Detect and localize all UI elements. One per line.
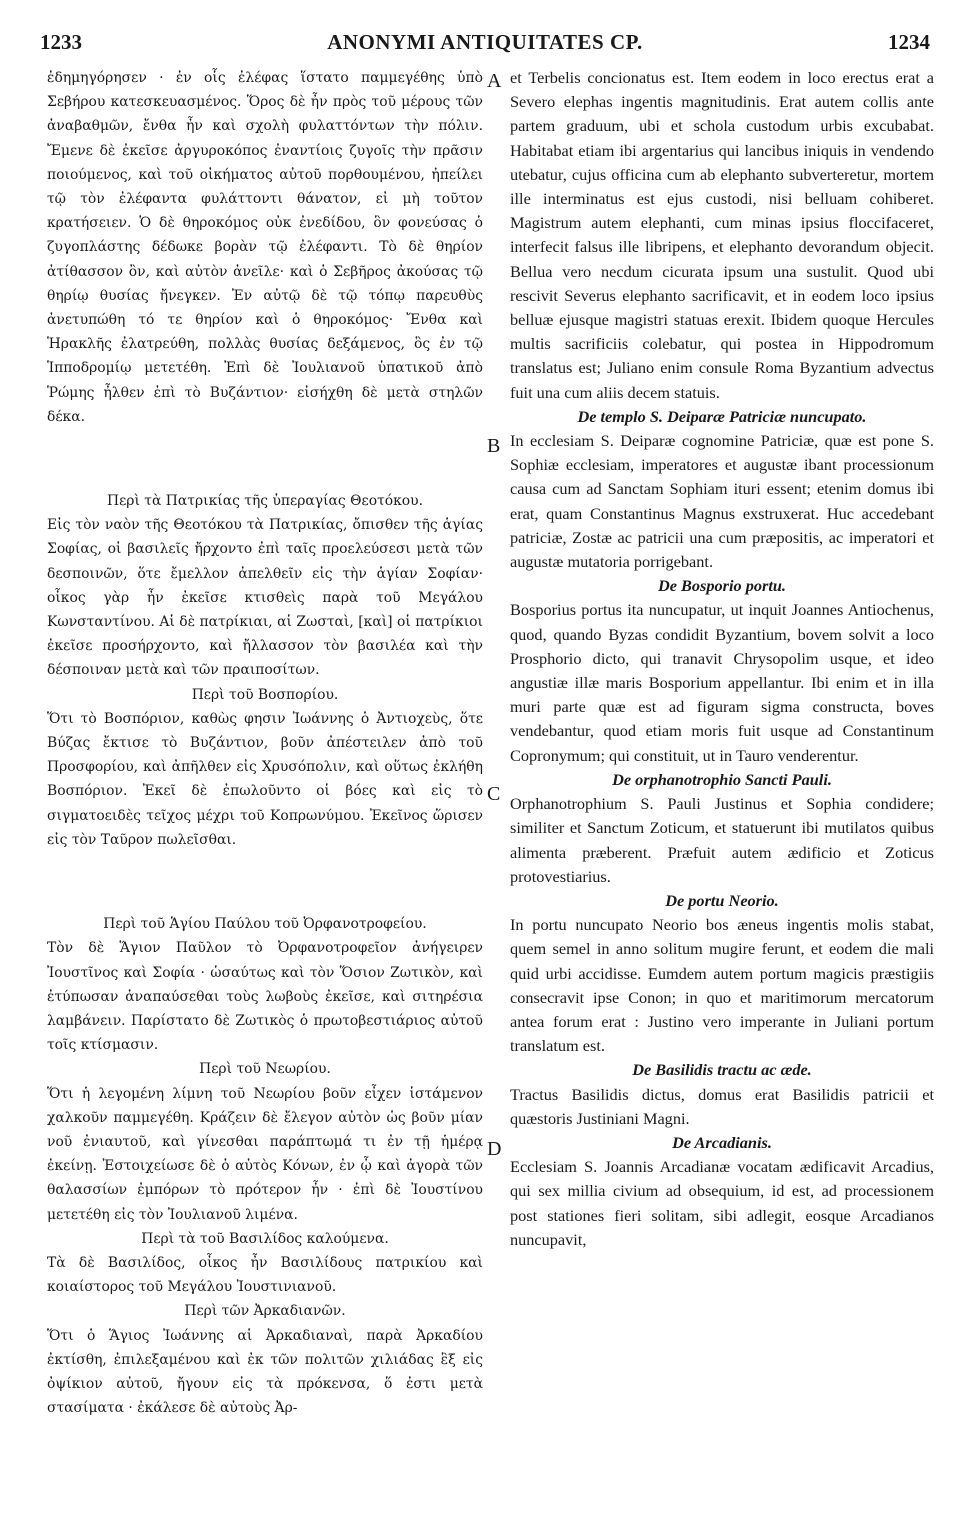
latin-paragraph: In portu nuncupato Neorio bos æneus ingentis molis stabat, quem semel in anno solitum mugire ferunt, et eodem die mali quid urbi accidisse. Eumdem autem portum magicis præstigiis consecravit ipse Conon; in quo et maritimorum mercatorum antea forum erat : Justino vero imperante in Juliani portum translatum est. <box>510 915 934 1056</box>
latin-paragraph: Ecclesiam S. Joannis Arcadianæ vocatam ædificavit Arcadius, qui sex millia civium ad obsequium, id est, ad processionem post stationes fieri solitam, sibi adlegit, eosque Arcadianos nuncupavit, <box>510 1157 934 1249</box>
greek-section-heading: Περὶ τῶν Ἀρκαδιανῶν. <box>184 1303 346 1320</box>
latin-section-heading: De Bosporio portu. <box>657 576 786 596</box>
page-header <box>40 30 930 56</box>
latin-section-heading: De portu Neorio. <box>665 890 779 910</box>
latin-paragraph: Bosporius portus ita nuncupatur, ut inquit Joannes Antiochenus, quod, quando Byzas condidit Byzantium, bovem solvit a loco Prosphorio dicto, qui tranavit Chrysopolim usque, et ideo angustiæ illæ maris Bosporium appellantur. Ibi enim et in illa muri parte quæ est ad figuram sigma constructa, boves vendebantur, quod etiam moris fuit usque ad Constantinum Copronymum; qui constituit, ut in Tauro venderentur. <box>510 600 934 765</box>
greek-paragraph: Ὅτι τὸ Βοσπόριον, καθὼς φησιν Ἰωάννης ὁ Ἀντιοχεὺς, ὅτε Βύζας ἔκτισε τὸ Βυζάντιον, βοῦν ἀπέστειλεν ἀπὸ τοῦ Προσφορίου, καὶ ἀπῆλθεν εἰς Χρυσόπολιν, καὶ οὕτως ἐκλήθη Βοσπόριον. Ἐκεῖ δὲ ἐπωλοῦντο οἱ βόες καὶ εἰς τὸ σιγματοειδὲς τεῖχος μέχρι τοῦ Κοπρωνύμου. Ἐκεῖνος ὥρισεν εἰς τὸν Ταῦρον πωλεῖσθαι. <box>47 710 483 848</box>
latin-paragraph: Orphanotrophium S. Pauli Justinus et Sophia condidere; similiter et Sanctum Zoticum, et statuerunt ibi mutilatos quibus alimenta præberent. Præfuit autem ædificio et Zoticus protovestiarius. <box>510 794 934 886</box>
latin-paragraph: et Terbelis concionatus est. Item eodem in loco erectus erat a Severo elephas ingentis magnitudinis. Erat autem collis ante partem graduum, ubi et schola custodum urbis excubabat. Habitabat etiam ibi argentarius qui lancibus iniquis in vendendo utebatur, cujus officina cum ab elephanto subverteretur, mortem ille interminatus est ejus custodi, nisi belluam cohiberet. Magistrum autem elephanti, cum minas ipsius floccifaceret, interfecit falsus ille libripens, et elephanto devorandum objecit. Bellua vero necdum cicurata ipsum una sustulit. Quod ubi rescivit Severus elephanto sacrificavit, et in eodem loco ipsius belluæ ejusque magistri statuas erexit. Ibidem quoque Hercules multis sacrificiis colebatur, qui postea in Hippodromum translatus est; Juliano enim consule Roma Byzantium advectus fuit una cum aliis decem statuis. <box>510 68 934 402</box>
greek-column <box>47 66 483 1420</box>
margin-letter-b: B <box>487 435 501 457</box>
greek-paragraph: Ὅτι ὁ Ἅγιος Ἰωάννης αἱ Ἀρκαδιαναὶ, παρὰ Ἀρκαδίου ἐκτίσθη, ἐπιλεξαμένου καὶ ἐκ τῶν πολιτῶν χιλιάδας ἓξ εἰς ὀψίκιον αὐτοῦ, ἤγουν εἰς τὰ πρόκενσα, ὅ ἐστι μετὰ στασίματα · ἐκάλεσε δὲ αὐτοὺς Ἀρ- <box>47 1327 483 1417</box>
page-number-right: 1234 <box>888 30 930 54</box>
greek-section-heading: Περὶ τὰ τοῦ Βασιλίδος καλούμενα. <box>141 1230 389 1247</box>
page-number-left: 1233 <box>40 30 82 54</box>
latin-paragraph: Tractus Basilidis dictus, domus erat Basilidis patricii et quæstoris Justiniani Magni. <box>510 1084 934 1128</box>
latin-section-heading: De Basilidis tractu ac æde. <box>632 1060 812 1080</box>
greek-paragraph: Εἰς τὸν ναὸν τῆς Θεοτόκου τὰ Πατρικίας, ὄπισθεν τῆς ἁγίας Σοφίας, οἱ βασιλεῖς ἤρχοντο ἐπὶ ταῖς προελεύσεσι μετὰ τῶν δεσποινῶν, ὅτε ἔμελλον ἀπελθεῖν εἰς τὴν ἁγίαν Σοφίαν· οἶκος γὰρ ἦν ἐκεῖσε κτισθεὶς παρὰ τοῦ Μεγάλου Κωνσταντίνου. Αἱ δὲ πατρίκιαι, αἱ Ζωσταὶ, [καὶ] οἱ πατρίκιοι ἐκεῖσε προσήρχοντο, καὶ ἤλλασσον τὸν βασιλέα καὶ τὴν δέσποιναν μετὰ καὶ τῶν πραιποσίτων. <box>47 517 483 679</box>
latin-paragraph: In ecclesiam S. Deiparæ cognomine Patriciæ, quæ est pone S. Sophiæ ecclesiam, imperatores et augustæ ibant processionum causa cum ad Sanctam Sophiam ituri essent; etenim domus ibi erat, quam Constantinus Magnus exstruxerat. Huc accedebant patriciæ, Zostæ ac patricii una cum præpositis, ac imperatori et augustæ mutatoria porrigebant. <box>510 431 934 572</box>
greek-paragraph: Ὅτι ἡ λεγομένη λίμνη τοῦ Νεωρίου βοῦν εἶχεν ἱστάμενον χαλκοῦν παμμεγέθη. Κράζειν δὲ ἔλεγον αὐτὸν ὡς βοῦν μίαν νοῦ ἐνιαυτοῦ, καὶ γίνεσθαι παράπτωμά τι ἐν τῇ ἡμέρᾳ ἐκείνῃ. Ἐστοιχείωσε δὲ ὁ αὐτὸς Κόνων, ἐν ᾧ καὶ ἀγορὰ τῶν θαλασσίων ἐμπόρων τὸ πρότερον ἦν · ἐπὶ δὲ Ἰουστίνου μετετέθη εἰς τὸν Ἰουλιανοῦ λιμένα. <box>47 1085 483 1223</box>
greek-section-heading: Περὶ τοῦ Νεωρίου. <box>199 1061 331 1078</box>
greek-section-heading: Περὶ τοῦ Ἁγίου Παύλου τοῦ Ὀρφανοτροφείου. <box>103 916 427 933</box>
running-title: ANONYMI ANTIQUITATES CP. <box>327 30 643 54</box>
greek-paragraph: Τὸν δὲ Ἅγιον Παῦλον τὸ Ὀρφανοτροφεῖον ἀνήγειρεν Ἰουστῖνος καὶ Σοφία · ὡσαύτως καὶ τὸν Ὅσιον Ζωτικὸν, καὶ ἐτύπωσαν ἀναπαύσεθαι τοὺς λωβοὺς ἐκεῖσε, καὶ σιτηρέσια λαμβάνειν. Παρίστατο δὲ Ζωτικὸς ὁ πρωτοβεστιάριος αὐτοῦ τοῖς κτίσμασιν. <box>47 940 483 1054</box>
greek-paragraph: Τὰ δὲ Βασιλίδος, οἶκος ἦν Βασιλίδους πατρικίου καὶ κοιαίστορος τοῦ Μεγάλου Ἰουστινιανοῦ. <box>47 1254 483 1296</box>
latin-section-heading: De Arcadianis. <box>672 1132 772 1152</box>
margin-letter-d: D <box>487 1138 502 1160</box>
greek-paragraph: ἐδημηγόρησεν · ἐν οἷς ἐλέφας ἵστατο παμμεγέθης ὑπὸ Σεβήρου κατεσκευασμένος. Ὅρος δὲ ἦν πρὸς τοῦ μέρους τῶν ἀναβαθμῶν, ἔνθα ἦν καὶ σχολὴ φυλαττόντων τὴν πόλιν. Ἔμενε δὲ ἐκεῖσε ἀργυροκόπος ἐναντίοις ζυγοῖς τὴν πρᾶσιν ποιούμενος, καὶ τοῦ οἰκήματος αὐτοῦ πορθουμένου, ἠπείλει τῷ τὸν ἐλέφαντα φυλάττοντι θάνατον, εἰ μὴ τοῦτον κρατήσειεν. Ὁ δὲ θηροκόμος οὐκ ἐνεδίδου, ὃν φονεύσας ὁ ζυγοπλάστης δέδωκε βορὰν τῷ ἐλέφαντι. Τὸ δὲ θηρίον ἀτίθασσον ὂν, καὶ αὐτὸν ἀνεῖλε· καὶ ὁ Σεβῆρος ἀκούσας τῷ θηρίῳ θυσίας ἤνεγκεν. Ἐν αὐτῷ δὲ τῷ τόπῳ παρευθὺς ἀνετυπώθη τό τε θηρίον καὶ ὁ θηροκόμος· Ἔνθα καὶ Ἡρακλῆς ἐλατρεύθη, πολλὰς θυσίας δεξάμενος, ὃς ἐν τῷ Ἱπποδρομίῳ μετετέθη. Ἐπὶ δὲ Ἰουλιανοῦ ὑπατικοῦ ἀπὸ Ῥώμης ἦλθεν ἐπὶ τὸ Βυζάντιον· εἰσήχθη δὲ μετὰ στηλῶν δέκα. <box>47 70 483 425</box>
greek-section-heading: Περὶ τὰ Πατρικίας τῆς ὑπεραγίας Θεοτόκου. <box>106 493 424 510</box>
margin-letter-c: C <box>487 783 501 805</box>
latin-section-heading: De templo S. Deiparæ Patriciæ nuncupato. <box>577 406 867 426</box>
latin-section-heading: De orphanotrophio Sancti Pauli. <box>612 769 832 789</box>
greek-section-heading: Περὶ τοῦ Βοσπορίου. <box>191 686 339 703</box>
margin-letter-a: A <box>487 70 502 92</box>
latin-column <box>510 66 934 1252</box>
